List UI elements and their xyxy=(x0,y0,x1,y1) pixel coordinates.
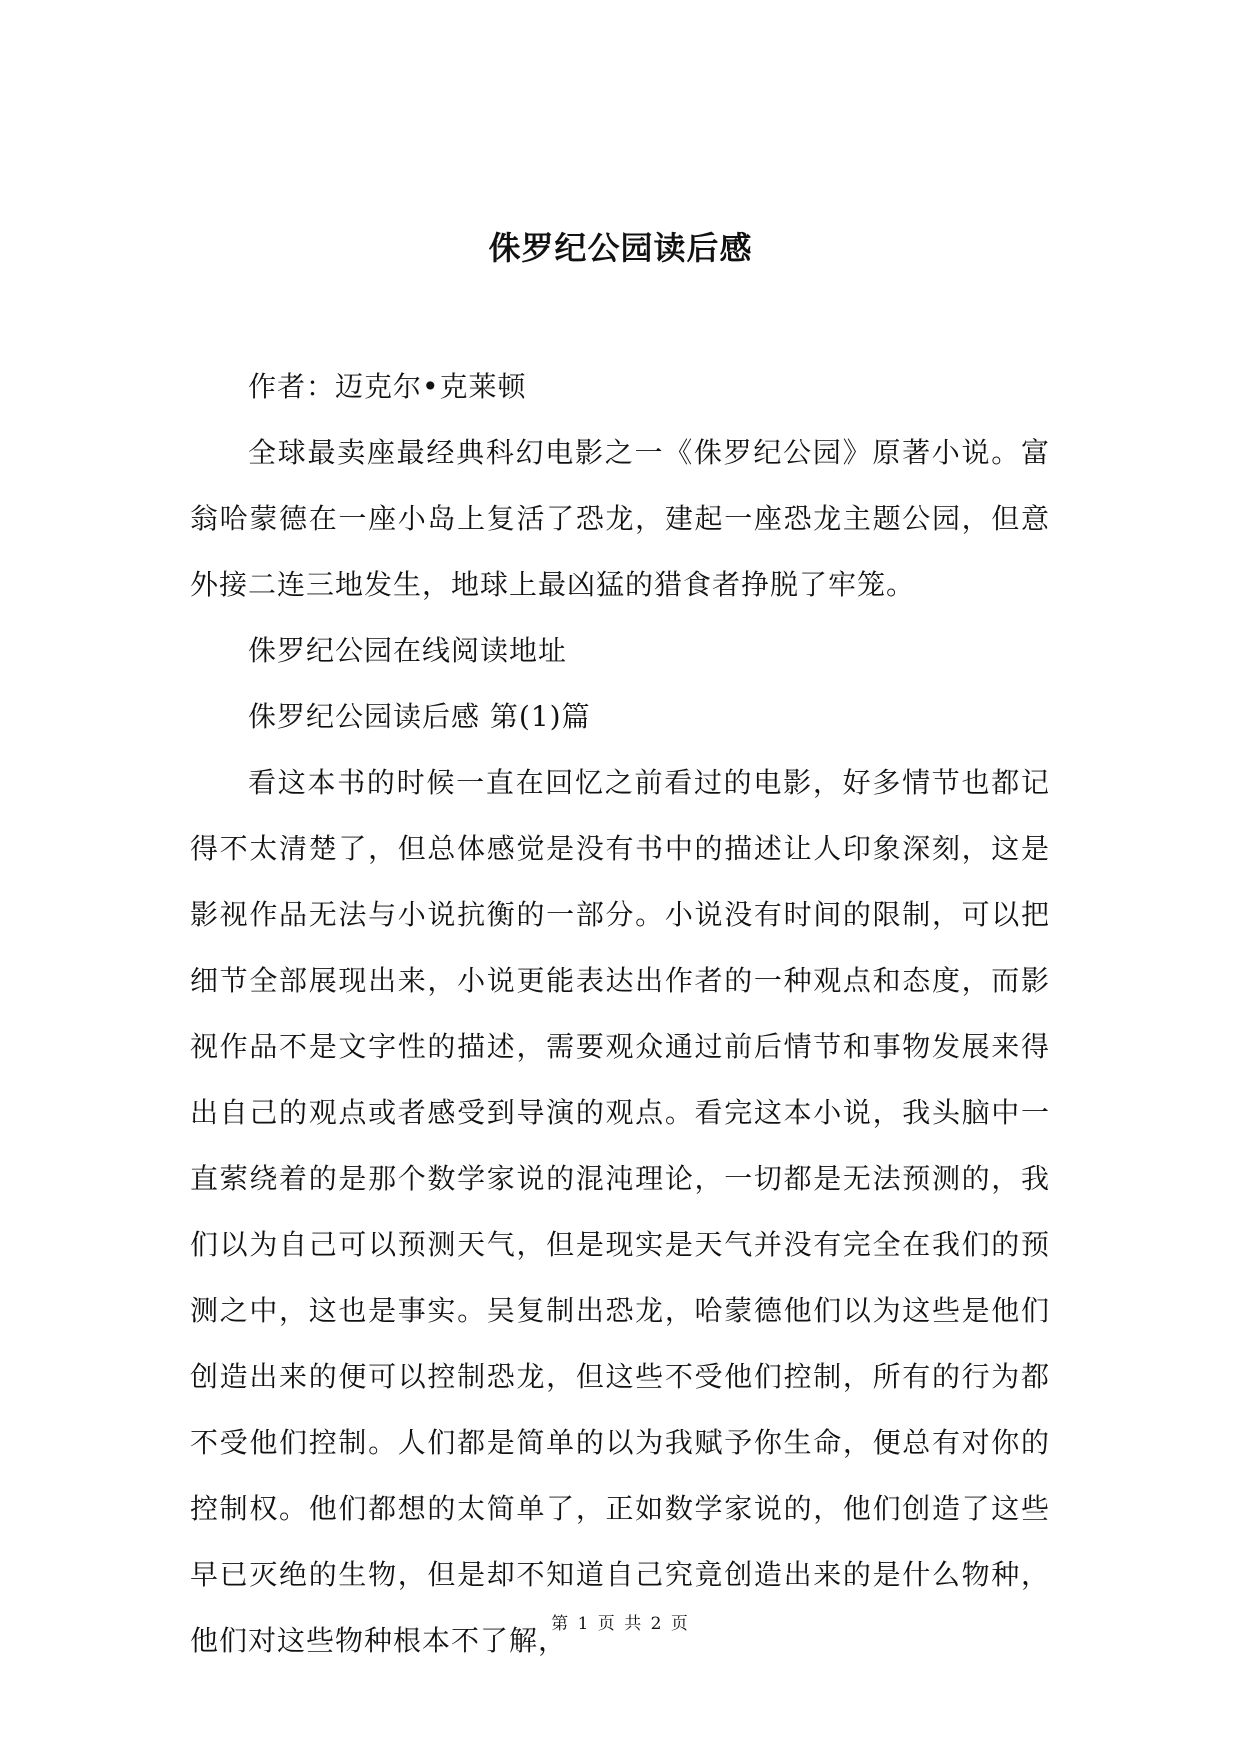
review-paragraph: 看这本书的时候一直在回忆之前看过的电影，好多情节也都记得不太清楚了，但总体感觉是没有书中的描述让人印象深刻，这是影视作品无法与小说抗衡的一部分。小说没有时间的限制，可以把细节全部展现出来，小说更能表达出作者的一种观点和态度，而影视作品不是文字性的描述，需要观众通过前后情节和事物发展来得出自己的观点或者感受到导演的观点。看完这本小说，我头脑中一直萦绕着的是那个数学家说的混沌理论，一切都是无法预测的，我们以为自己可以预测天气，但是现实是天气并没有完全在我们的预测之中，这也是事实。吴复制出恐龙，哈蒙德他们以为这些是他们创造出来的便可以控制恐龙，但这些不受他们控制，所有的行为都不受他们控制。人们都是简单的以为我赋予你生命，便总有对你的控制权。他们都想的太简单了，正如数学家说的，他们创造了这些早已灭绝的生物，但是却不知道自己究竟创造出来的是什么物种，他们对这些物种根本不了解， xyxy=(190,766,1050,1657)
page-title: 侏罗纪公园读后感 xyxy=(488,229,753,267)
page-footer: 第 1 页 共 2 页 xyxy=(551,1614,690,1634)
book-summary-paragraph: 全球最卖座最经典科幻电影之一《侏罗纪公园》原著小说。富翁哈蒙德在一座小岛上复活了恐龙，建起一座恐龙主题公园，但意外接二连三地发生，地球上最凶猛的猎食者挣脱了牢笼。 xyxy=(190,436,1050,601)
online-reading-line: 侏罗纪公园在线阅读地址 xyxy=(248,634,568,667)
author-line: 作者：迈克尔•克莱顿 xyxy=(248,370,527,403)
section-heading: 侏罗纪公园读后感 第(1)篇 xyxy=(248,700,591,733)
document-body xyxy=(190,354,1050,1674)
